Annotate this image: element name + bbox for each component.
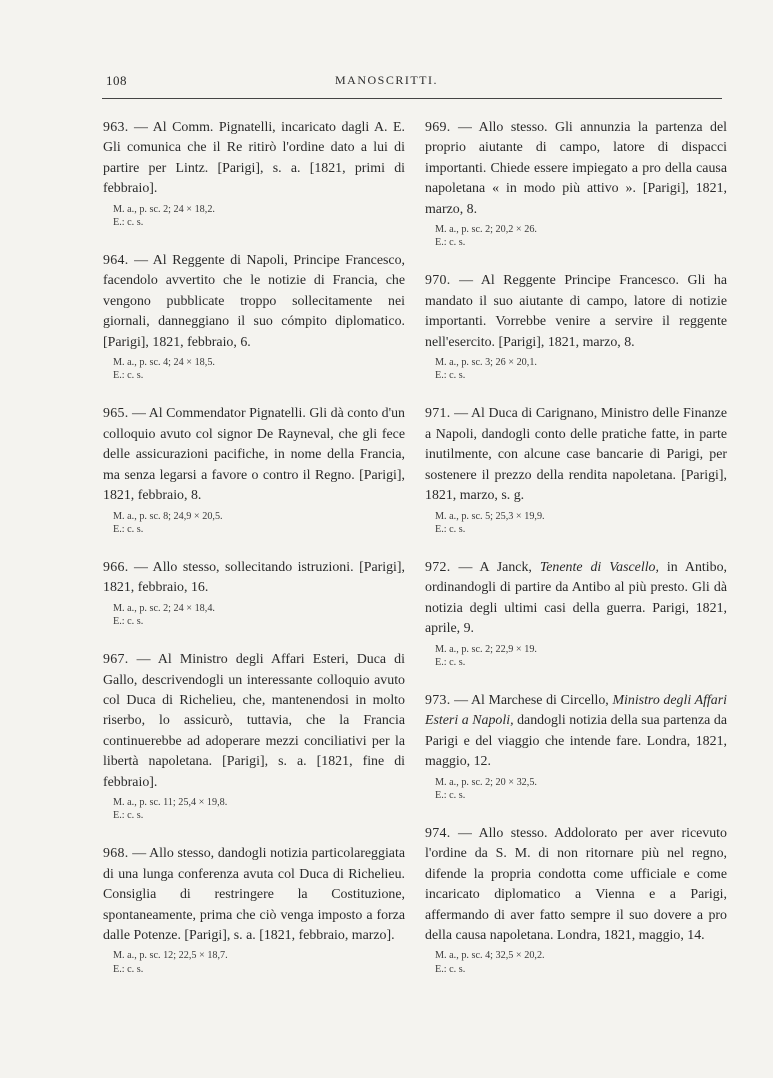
entry-number: 970. xyxy=(425,273,451,289)
entry-meta xyxy=(113,602,405,628)
catalog-entry-965 xyxy=(103,404,405,535)
manuscript-info: M. a., p. sc. 2; 24 × 18,2. xyxy=(113,203,215,215)
manuscript-info: M. a., p. sc. 8; 24,9 × 20,5. xyxy=(113,510,223,522)
edition-info: E.: c. s. xyxy=(435,789,466,801)
entry-number: 968. xyxy=(103,846,129,862)
entry-text xyxy=(425,404,727,506)
entry-meta xyxy=(435,643,727,669)
edition-info: E.: c. s. xyxy=(113,370,144,382)
entry-number: 964. xyxy=(103,253,129,269)
entry-meta xyxy=(113,203,405,229)
entry-text xyxy=(425,558,727,640)
header-rule xyxy=(102,98,722,99)
entry-number: 972. xyxy=(425,559,451,575)
edition-info: E.: c. s. xyxy=(113,810,144,822)
catalog-entry-968 xyxy=(103,844,405,975)
entry-text xyxy=(103,844,405,946)
entry-body-start: — A Janck, xyxy=(458,559,540,575)
manuscript-info: M. a., p. sc. 5; 25,3 × 19,9. xyxy=(435,510,545,522)
manuscript-info: M. a., p. sc. 2; 20 × 32,5. xyxy=(435,776,537,788)
entry-body: — Al Ministro degli Affari Esteri, Duca di Gallo, descrivendogli un interessante colloquio avuto col Duca di Richelieu, che, mantenendosi in molto riserbo, lo assicurò, tuttavia, che la Francia continuerebbe ad adoperare mezzi conciliativi per la libertà napoletana. [Parigi], s. a. [1821, fine di febbraio]. xyxy=(103,652,405,790)
manuscript-info: M. a., p. sc. 2; 24 × 18,4. xyxy=(113,602,215,614)
manuscript-info: M. a., p. sc. 12; 22,5 × 18,7. xyxy=(113,950,228,962)
entry-text xyxy=(103,404,405,506)
manuscript-info: M. a., p. sc. 11; 25,4 × 19,8. xyxy=(113,796,228,808)
entry-body: — Allo stesso, sollecitando istruzioni. [Parigi], 1821, febbraio, 16. xyxy=(103,559,405,596)
entry-body: — Al Comm. Pignatelli, incaricato dagli A. E. Gli comunica che il Re ritirò l'ordine dato a lui di partire per Lintz. [Parigi], s. a. [1821, primi di febbraio]. xyxy=(103,120,405,197)
catalog-entry-973 xyxy=(425,691,727,802)
entry-number: 971. xyxy=(425,406,451,422)
entry-body: — Al Commendator Pignatelli. Gli dà conto d'un colloquio avuto col signor De Rayneval, che gli fece delle assicurazioni pacifiche, in nome della Francia, ma senza legarsi a favore o contro il Regno. [Parigi], 1821, febbraio, 8. xyxy=(103,406,405,504)
manuscript-info: M. a., p. sc. 2; 20,2 × 26. xyxy=(435,224,537,236)
entry-meta xyxy=(435,949,727,975)
manuscript-info: M. a., p. sc. 4; 24 × 18,5. xyxy=(113,357,215,369)
edition-info: E.: c. s. xyxy=(113,615,144,627)
manuscript-info: M. a., p. sc. 4; 32,5 × 20,2. xyxy=(435,950,545,962)
catalog-entry-969 xyxy=(425,118,727,249)
edition-info: E.: c. s. xyxy=(113,216,144,228)
catalog-entry-972 xyxy=(425,558,727,669)
entry-body-start: — Al Marchese di Circello, xyxy=(454,692,613,708)
entry-meta xyxy=(113,356,405,382)
entry-text xyxy=(425,691,727,773)
entry-body-italic: Tenente di Vascello, xyxy=(539,559,659,575)
manuscript-info: M. a., p. sc. 3; 26 × 20,1. xyxy=(435,357,537,369)
entry-text xyxy=(103,650,405,793)
right-column xyxy=(425,118,727,998)
catalog-entry-974 xyxy=(425,824,727,976)
edition-info: E.: c. s. xyxy=(435,963,466,975)
manuscript-info: M. a., p. sc. 2; 22,9 × 19. xyxy=(435,643,537,655)
entry-number: 965. xyxy=(103,406,129,422)
entry-meta xyxy=(113,949,405,975)
edition-info: E.: c. s. xyxy=(435,370,466,382)
entry-text xyxy=(103,118,405,200)
running-title: MANOSCRITTI. xyxy=(334,73,438,87)
edition-info: E.: c. s. xyxy=(435,237,466,249)
catalog-entry-970 xyxy=(425,271,727,382)
entry-meta xyxy=(435,776,727,802)
entry-number: 969. xyxy=(425,120,451,135)
entry-number: 963. xyxy=(103,120,129,135)
left-column xyxy=(103,118,405,998)
entry-number: 973. xyxy=(425,692,451,708)
entry-number: 974. xyxy=(425,825,451,841)
entry-text xyxy=(425,118,727,220)
entry-body-end: dandogli notizia della sua partenza da Parigi e del viaggio che intende fare. Londra, 1821, maggio, 12. xyxy=(425,713,727,770)
entry-number: 966. xyxy=(103,559,129,575)
entry-meta xyxy=(113,796,405,822)
entry-meta xyxy=(435,510,727,536)
page-number: 108 xyxy=(106,73,127,88)
entry-body: — Allo stesso. Addolorato per aver ricevuto l'ordine da S. M. di non ritornare più nel regno, difende la propria condotta come ufficiale e come incaricato diplomatico a Vienna e a Parigi, affermando di aver fatto sempre il suo dovere a pro della causa napoletana. Londra, 1821, maggio, 14. xyxy=(425,825,727,943)
entry-text xyxy=(425,271,727,353)
edition-info: E.: c. s. xyxy=(435,523,466,535)
entry-meta xyxy=(435,223,727,249)
entry-body: — Allo stesso. Gli annunzia la partenza del proprio aiutante di campo, latore di dispacci importanti. Chiede essere impiegato a pro della causa napoletana « in modo più attivo ». [Parigi], 1821, marzo, 8. xyxy=(425,120,727,217)
entry-body-italic: Ministro degli Affari Esteri a Napoli, xyxy=(425,692,728,729)
edition-info: E.: c. s. xyxy=(113,963,144,975)
entry-meta xyxy=(435,356,727,382)
catalog-entry-963 xyxy=(103,118,405,229)
catalog-entry-964 xyxy=(103,251,405,382)
catalog-entry-967 xyxy=(103,650,405,822)
entry-text xyxy=(103,558,405,599)
entry-body: — Al Reggente Principe Francesco. Gli ha mandato il suo aiutante di campo, latore di notizie importanti. Vorrebbe venire a servire il reggente nell'esercito. [Parigi], 1821, marzo, 8. xyxy=(425,273,727,350)
entry-body: — Allo stesso, dandogli notizia particolareggiata di una lunga conferenza avuta col Duca di Richelieu. Consiglia di restringere la Costituzione, spontaneamente, prima che ciò venga imposto a forza dalle Potenze. [Parigi], s. a. [1821, febbraio, marzo]. xyxy=(103,846,405,943)
entry-number: 967. xyxy=(103,652,129,668)
entry-meta xyxy=(113,510,405,536)
entry-body-end: in Antibo, ordinandogli di partire da Antibo al più presto. Gli dà notizia degli ultimi casi della guerra. Parigi, 1821, aprile, 9. xyxy=(425,559,727,637)
catalog-entry-971 xyxy=(425,404,727,535)
entry-body: — Al Duca di Carignano, Ministro delle Finanze a Napoli, dandogli conto delle pratiche fatte, in parte inutilmente, con alcune case bancarie di Parigi, per sostenere il prezzo della rendita napoletana. [Parigi], 1821, marzo, s. g. xyxy=(425,406,727,504)
edition-info: E.: c. s. xyxy=(113,523,144,535)
entry-body: — Al Reggente di Napoli, Principe Francesco, facendolo avvertito che le notizie di Francia, che vengono pubblicate troppo sollecitamente nei giornali, danneggiano il suo cómpito diplomatico. [Parigi], 1821, febbraio, 6. xyxy=(103,253,405,350)
catalog-entry-966 xyxy=(103,558,405,628)
entry-text xyxy=(425,824,727,946)
entry-text xyxy=(103,251,405,353)
edition-info: E.: c. s. xyxy=(435,656,466,668)
